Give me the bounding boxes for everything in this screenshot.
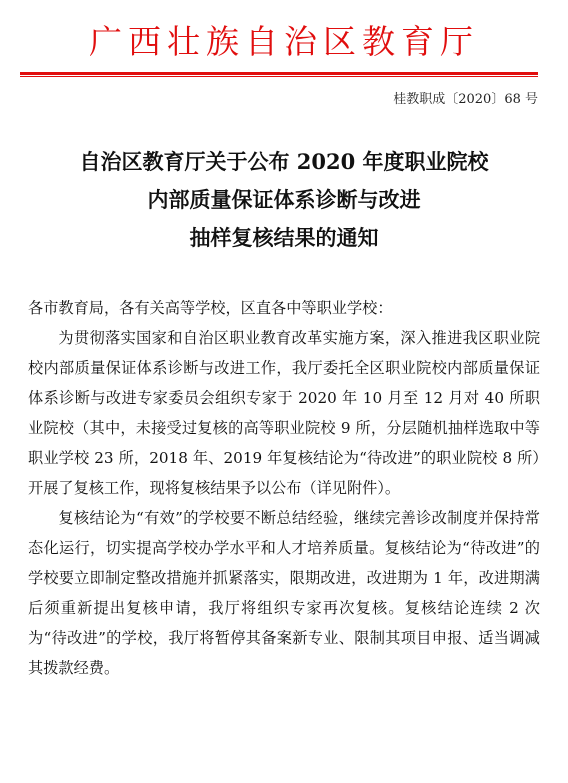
document-title — [0, 143, 568, 257]
body-paragraph-2: 复核结论为“有效”的学校要不断总结经验，继续完善诊改制度并保持常态化运行，切实提高学校办学水平和人才培养质量。复核结论为“待改进”的学校要立即制定整改措施并抓紧落实，限期改进，改进期为 1 年，改进期满后须重新提出复核申请，我厅将组织专家再次复核。复核结论连续 2 次为“待改进”的学校，我厅将暂停其备案新专业、限制其项目申报、适当调减其拨款经费。 — [28, 509, 540, 677]
header-red-rule-thin — [20, 76, 538, 77]
document-number: 桂教职成〔2020〕68 号 — [393, 92, 538, 107]
issuing-authority-header: 广西壮族自治区教育厅 — [89, 22, 479, 61]
document-body — [28, 293, 540, 683]
body-paragraph-1: 为贯彻落实国家和自治区职业教育改革实施方案，深入推进我区职业院校内部质量保证体系诊断与改进工作，我厅委托全区职业院校内部质量保证体系诊断与改进专家委员会组织专家于 2020 年 10 月至 12 月对 40 所职业院校（其中，未接受过复核的高等职业院校 9 所，分层随机抽样选取中等职业学校 23 所，2018 年、2019 年复核结论为“待改进”的职业院校 8 所）开展了复核工作，现将复核结果予以公布（详见附件）。 — [28, 329, 540, 497]
title-line-3: 抽样复核结果的通知 — [189, 225, 379, 250]
salutation: 各市教育局，各有关高等学校，区直各中等职业学校： — [28, 299, 393, 317]
title-line-2: 内部质量保证体系诊断与改进 — [147, 187, 421, 212]
title-line-1: 自治区教育厅关于公布 2020 年度职业院校 — [79, 149, 489, 174]
header-red-rule-thick — [20, 72, 538, 75]
